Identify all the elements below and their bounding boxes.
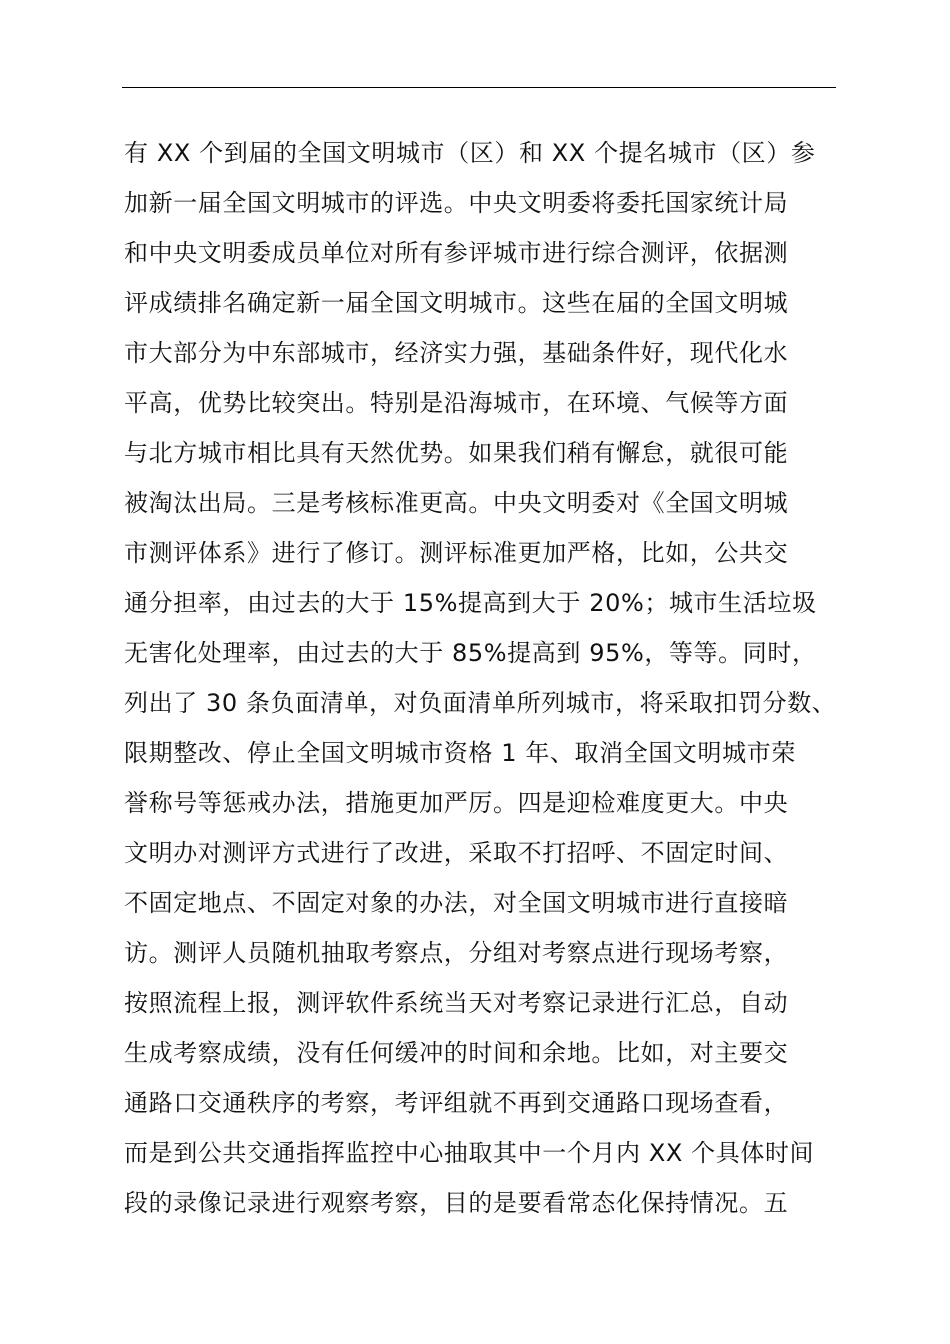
text-line: 市大部分为中东部城市，经济实力强，基础条件好，现代化水 — [124, 339, 789, 367]
text-line: 无害化处理率，由过去的大于 85%提高到 95%，等等。同时， — [124, 639, 817, 667]
text-line: 有 XX 个到届的全国文明城市（区）和 XX 个提名城市（区）参 — [124, 139, 816, 167]
text-line: 和中央文明委成员单位对所有参评城市进行综合测评，依据测 — [124, 239, 789, 267]
text-line: 平高，优势比较突出。特别是沿海城市，在环境、气候等方面 — [124, 389, 789, 417]
text-line: 加新一届全国文明城市的评选。中央文明委将委托国家统计局 — [124, 189, 789, 217]
text-line: 文明办对测评方式进行了改进，采取不打招呼、不固定时间、 — [124, 839, 789, 867]
text-line: 列出了 30 条负面清单，对负面清单所列城市，将采取扣罚分数、 — [124, 689, 837, 717]
text-line: 不固定地点、不固定对象的办法，对全国文明城市进行直接暗 — [124, 889, 789, 917]
text-line: 生成考察成绩，没有任何缓冲的时间和余地。比如，对主要交 — [124, 1039, 789, 1067]
text-line: 被淘汰出局。三是考核标准更高。中央文明委对《全国文明城 — [124, 489, 789, 517]
text-line: 通分担率，由过去的大于 15%提高到大于 20%；城市生活垃圾 — [124, 589, 817, 617]
text-line: 访。测评人员随机抽取考察点，分组对考察点进行现场考察， — [124, 939, 789, 967]
text-line: 按照流程上报，测评软件系统当天对考察记录进行汇总，自动 — [124, 989, 789, 1017]
text-line: 而是到公共交通指挥监控中心抽取其中一个月内 XX 个具体时间 — [124, 1139, 815, 1167]
text-line: 限期整改、停止全国文明城市资格 1 年、取消全国文明城市荣 — [124, 739, 796, 767]
text-line: 与北方城市相比具有天然优势。如果我们稍有懈怠，就很可能 — [124, 439, 789, 467]
text-line: 誉称号等惩戒办法，措施更加严厉。四是迎检难度更大。中央 — [124, 789, 789, 817]
text-line: 通路口交通秩序的考察，考评组就不再到交通路口现场查看， — [124, 1089, 789, 1117]
text-line: 市测评体系》进行了修订。测评标准更加严格，比如，公共交 — [124, 539, 789, 567]
header-rule — [122, 87, 836, 88]
text-line: 段的录像记录进行观察考察，目的是要看常态化保持情况。五 — [124, 1189, 789, 1217]
body-paragraph — [124, 128, 884, 1228]
text-line: 评成绩排名确定新一届全国文明城市。这些在届的全国文明城 — [124, 289, 789, 317]
